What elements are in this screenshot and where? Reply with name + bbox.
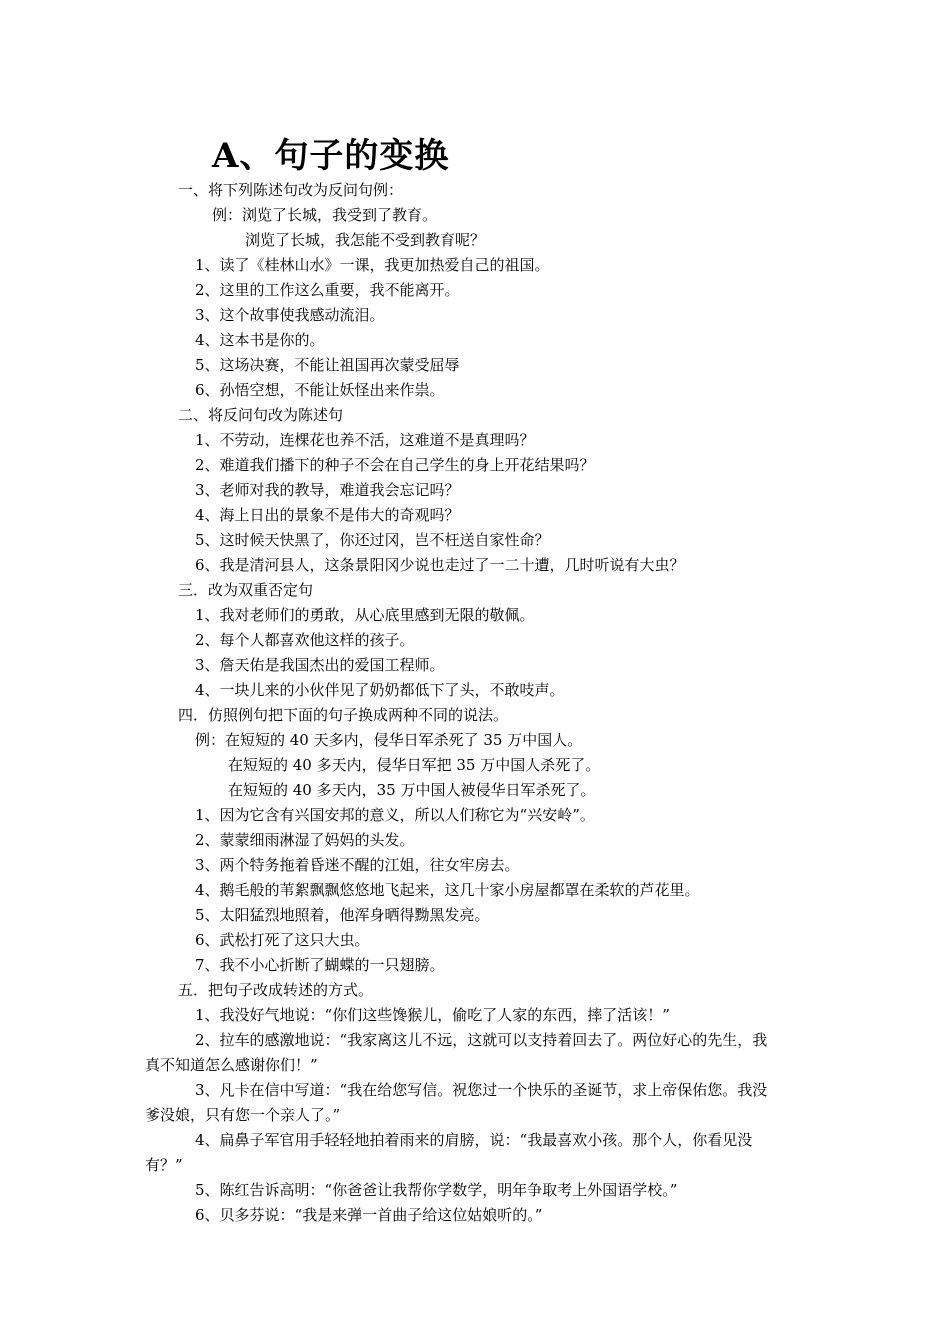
exercise-item	[0, 1028, 950, 1053]
exercise-item	[0, 928, 950, 953]
text-line: 2、这里的工作这么重要，我不能离开。	[195, 281, 460, 299]
text-line: 在短短的 40 多天内，35 万中国人被侵华日军杀死了。	[228, 781, 596, 799]
text-line: 浏览了长城，我怎能不受到教育呢？	[245, 231, 486, 249]
text-line: 1、我没好气地说：“你们这些馋猴儿，偷吃了人家的东西，摔了活该！”	[195, 1006, 670, 1024]
text-line: 5、这时候天快黑了，你还过冈，岂不枉送自家性命？	[195, 531, 550, 549]
text-line: 2、每个人都喜欢他这样的孩子。	[195, 631, 415, 649]
text-line: 1、读了《桂林山水》一课，我更加热爱自己的祖国。	[195, 256, 550, 274]
text-line: 4、一块儿来的小伙伴见了奶奶都低下了头，不敢吱声。	[195, 681, 565, 699]
text-line: 4、扁鼻子军官用手轻轻地拍着雨来的肩膀，说：“我最喜欢小孩。那个人，你看见没	[195, 1131, 753, 1149]
exercise-item	[0, 1178, 950, 1203]
exercise-item	[0, 678, 950, 703]
text-line: 5、太阳猛烈地照着，他浑身晒得黝黑发亮。	[195, 906, 490, 924]
text-line: 3、老师对我的教导，难道我会忘记吗？	[195, 481, 460, 499]
exercise-item	[0, 1078, 950, 1103]
exercise-item	[0, 253, 950, 278]
exercise-item	[0, 478, 950, 503]
example-line	[0, 778, 950, 803]
text-line: 6、孙悟空想，不能让妖怪出来作祟。	[195, 381, 445, 399]
exercise-item	[0, 453, 950, 478]
text-line: 2、蒙蒙细雨淋湿了妈妈的头发。	[195, 831, 415, 849]
text-line: 3、这个故事使我感动流泪。	[195, 306, 385, 324]
section-heading	[0, 978, 950, 1003]
exercise-item	[0, 1003, 950, 1028]
text-line: 6、我是清河县人，这条景阳冈少说也走过了一二十遭，几时听说有大虫？	[195, 556, 685, 574]
text-line: 5、这场决赛，不能让祖国再次蒙受屈辱	[195, 356, 460, 374]
text-line: 有？”	[145, 1156, 183, 1174]
text-line: 1、我对老师们的勇敢，从心底里感到无限的敬佩。	[195, 606, 535, 624]
text-line: 三．改为双重否定句	[178, 581, 314, 599]
text-line: 5、陈红告诉高明：“你爸爸让我帮你学数学，明年争取考上外国语学校。”	[195, 1181, 678, 1199]
section-heading	[0, 403, 950, 428]
example-line	[0, 228, 950, 253]
section-heading	[0, 578, 950, 603]
exercise-item	[0, 303, 950, 328]
text-line: 2、拉车的感激地说：“我家离这儿不远，这就可以支持着回去了。两位好心的先生，我	[195, 1031, 768, 1049]
exercise-item	[0, 1203, 950, 1228]
example-line	[0, 203, 950, 228]
exercise-item-continued	[0, 1103, 950, 1128]
exercise-item	[0, 853, 950, 878]
exercise-item	[0, 378, 950, 403]
example-line	[0, 753, 950, 778]
exercise-item	[0, 878, 950, 903]
page-title: A、句子的变换	[212, 136, 450, 176]
exercise-item	[0, 553, 950, 578]
text-line: 五．把句子改成转述的方式。	[178, 981, 374, 999]
section-heading	[0, 178, 950, 203]
exercise-item	[0, 953, 950, 978]
text-line: 4、这本书是你的。	[195, 331, 325, 349]
text-line: 例：在短短的 40 天多内，侵华日军杀死了 35 万中国人。	[195, 731, 583, 749]
text-line: 3、凡卡在信中写道：“我在给您写信。祝您过一个快乐的圣诞节，求上帝保佑您。我没	[195, 1081, 768, 1099]
exercise-item	[0, 628, 950, 653]
exercise-item	[0, 328, 950, 353]
exercise-item	[0, 828, 950, 853]
text-line: 3、詹天佑是我国杰出的爱国工程师。	[195, 656, 445, 674]
exercise-item	[0, 528, 950, 553]
exercise-item-continued	[0, 1053, 950, 1078]
text-line: 2、难道我们播下的种子不会在自己学生的身上开花结果吗？	[195, 456, 595, 474]
exercise-item-continued	[0, 1153, 950, 1178]
text-line: 1、因为它含有兴国安邦的意义，所以人们称它为“兴安岭”。	[195, 806, 595, 824]
exercise-item	[0, 503, 950, 528]
text-line: 6、武松打死了这只大虫。	[195, 931, 370, 949]
section-heading	[0, 703, 950, 728]
text-line: 一、将下列陈述句改为反问句例：	[178, 181, 404, 199]
text-line: 四．仿照例句把下面的句子换成两种不同的说法。	[178, 706, 509, 724]
exercise-item	[0, 603, 950, 628]
exercise-item	[0, 353, 950, 378]
text-line: 1、不劳动，连棵花也养不活，这难道不是真理吗？	[195, 431, 535, 449]
text-line: 二、将反问句改为陈述句	[178, 406, 344, 424]
text-line: 3、两个特务拖着昏迷不醒的江姐，往女牢房去。	[195, 856, 520, 874]
text-line: 爹没娘，只有您一个亲人了。”	[145, 1106, 341, 1124]
text-line: 7、我不小心折断了蝴蝶的一只翅膀。	[195, 956, 445, 974]
text-line: 在短短的 40 多天内，侵华日军把 35 万中国人杀死了。	[228, 756, 601, 774]
exercise-item	[0, 903, 950, 928]
exercise-item	[0, 278, 950, 303]
text-line: 4、鹅毛般的苇絮飘飘悠悠地飞起来，这几十家小房屋都罩在柔软的芦花里。	[195, 881, 700, 899]
text-line: 6、贝多芬说：“我是来弹一首曲子给这位姑娘听的。”	[195, 1206, 543, 1224]
text-line: 例：浏览了长城，我受到了教育。	[212, 206, 438, 224]
exercise-item	[0, 653, 950, 678]
document-body	[0, 178, 950, 1228]
text-line: 4、海上日出的景象不是伟大的奇观吗？	[195, 506, 460, 524]
exercise-item	[0, 803, 950, 828]
exercise-item	[0, 428, 950, 453]
text-line: 真不知道怎么感谢你们！”	[145, 1056, 318, 1074]
example-line	[0, 728, 950, 753]
exercise-item	[0, 1128, 950, 1153]
